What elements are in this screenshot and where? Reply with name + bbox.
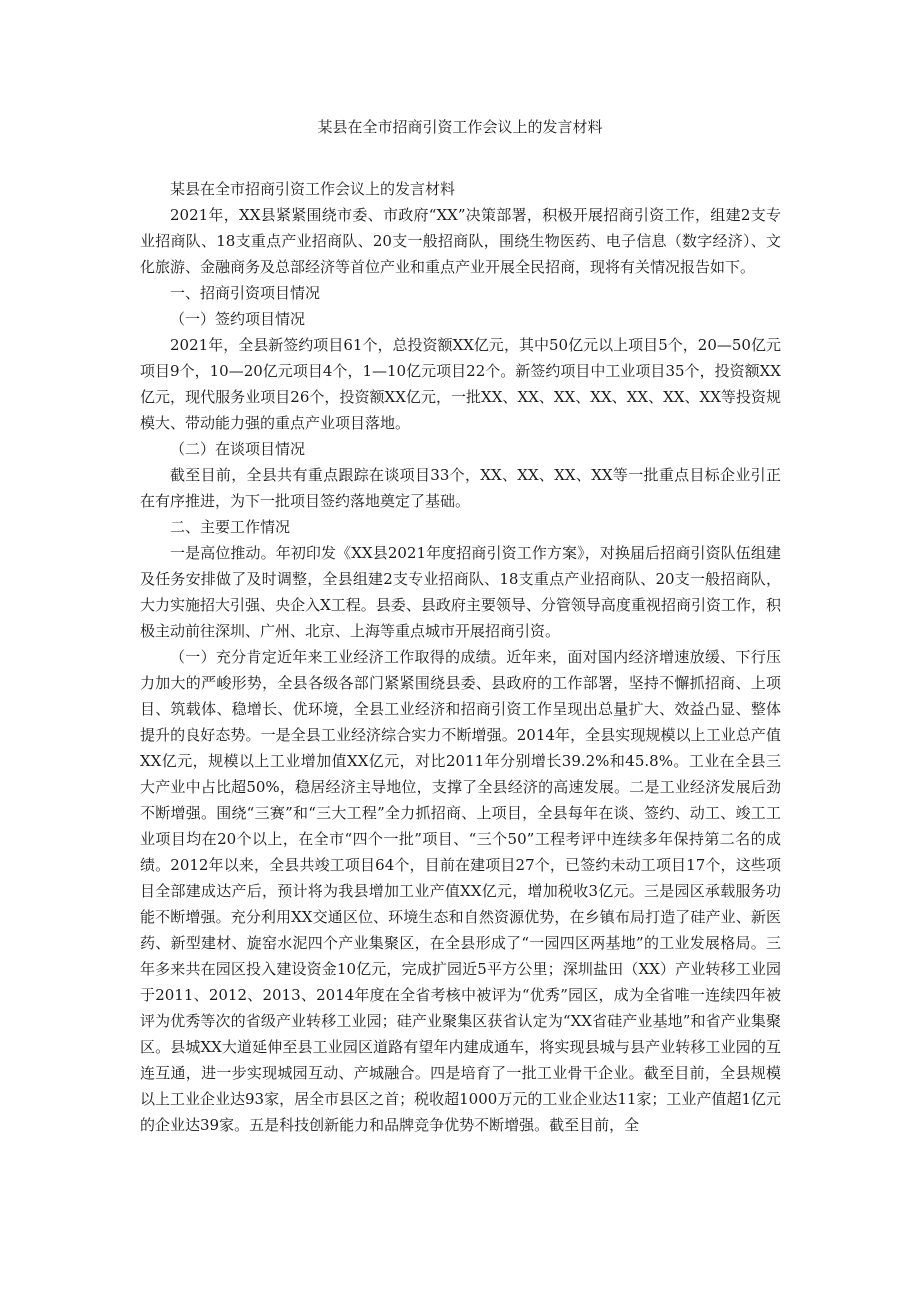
paragraph-intro: 2021年，XX县紧紧围绕市委、市政府“XX”决策部署，积极开展招商引资工作，组建2支专业招商队、18支重点产业招商队、20支一般招商队，围绕生物医药、电子信息（数字经济）、文化旅游、金融商务及总部经济等首位产业和重点产业开展全民招商，现将有关情况报告如下。	[140, 206, 781, 276]
paragraph-achievements: （一）充分肯定近年来工业经济工作取得的成绩。近年来，面对国内经济增速放缓、下行压力加大的严峻形势，全县各级各部门紧紧围绕县委、县政府的工作部署，坚持不懈抓招商、上项目、筑载体、稳增长、优环境，全县工业经济和招商引资工作呈现出总量扩大、效益凸显、整体提升的良好态势。一是全县工业经济综合实力不断增强。2014年，全县实现规模以上工业总产值XX亿元，规模以上工业增加值XX亿元，对比2011年分别增长39.2%和45.8%。工业在全县三大产业中占比超50%，稳居经济主导地位，支撑了全县经济的高速发展。二是工业经济发展后劲不断增强。围绕“三赛”和“三大工程”全力抓招商、上项目，全县每年在谈、签约、动工、竣工工业项目均在20个以上，在全市“四个一批”项目、“三个50”工程考评中连续多年保持第二名的成绩。2012年以来，全县共竣工项目64个，目前在建项目27个，已签约未动工项目17个，这些项目全部建成达产后，预计将为我县增加工业产值XX亿元，增加税收3亿元。三是园区承载服务功能不断增强。充分利用XX交通区位、环境生态和自然资源优势，在乡镇布局打造了硅产业、新医药、新型建材、旋窑水泥四个产业集聚区，在全县形成了“一园四区两基地”的工业发展格局。三年多来共在园区投入建设资金10亿元，完成扩园近5平方公里；深圳盐田（XX）产业转移工业园于2011、2012、2013、2014年度在全省考核中被评为“优秀”园区，成为全省唯一连续四年被评为优秀等次的省级产业转移工业园；硅产业聚集区获省认定为“XX省硅产业基地”和省产业集聚区。县城XX大道延伸至县工业园区道路有望年内建成通车，将实现县城与县产业转移工业园的互连互通，进一步实现城园互动、产城融合。四是培育了一批工业骨干企业。截至目前，全县规模以上工业企业达93家，居全市县区之首；税收超1000万元的工业企业达11家；工业产值超1亿元的企业达39家。五是科技创新能力和品牌竞争优势不断增强。截至目前，全	[140, 648, 781, 1134]
section-heading-2: 二、主要工作情况	[170, 518, 291, 536]
document-title: 某县在全市招商引资工作会议上的发言材料	[317, 118, 603, 136]
subsection-heading-signed: （一）签约项目情况	[170, 310, 306, 328]
section-heading-1: 一、招商引资项目情况	[170, 284, 321, 302]
paragraph-high-level: 一是高位推动。年初印发《XX县2021年度招商引资工作方案》，对换届后招商引资队伍组建及任务安排做了及时调整，全县组建2支专业招商队、18支重点产业招商队、20支一般招商队，大力实施招大引强、央企入X工程。县委、县政府主要领导、分管领导高度重视招商引资工作，积极主动前往深圳、广州、北京、上海等重点城市开展招商引资。	[140, 544, 781, 640]
paragraph-signed: 2021年，全县新签约项目61个，总投资额XX亿元，其中50亿元以上项目5个，20—50亿元项目9个，10—20亿元项目4个，1—10亿元项目22个。新签约项目中工业项目35个，投资额XX亿元，现代服务业项目26个，投资额XX亿元，一批XX、XX、XX、XX、XX、XX、XX等投资规模大、带动能力强的重点产业项目落地。	[140, 336, 781, 432]
paragraph-heading: 某县在全市招商引资工作会议上的发言材料	[170, 180, 456, 198]
paragraph-negotiating: 截至目前，全县共有重点跟踪在谈项目33个，XX、XX、XX、XX等一批重点目标企业引正在有序推进，为下一批项目签约落地奠定了基础。	[140, 466, 781, 510]
subsection-heading-negotiating: （二）在谈项目情况	[170, 440, 306, 458]
document-body	[140, 176, 781, 1138]
